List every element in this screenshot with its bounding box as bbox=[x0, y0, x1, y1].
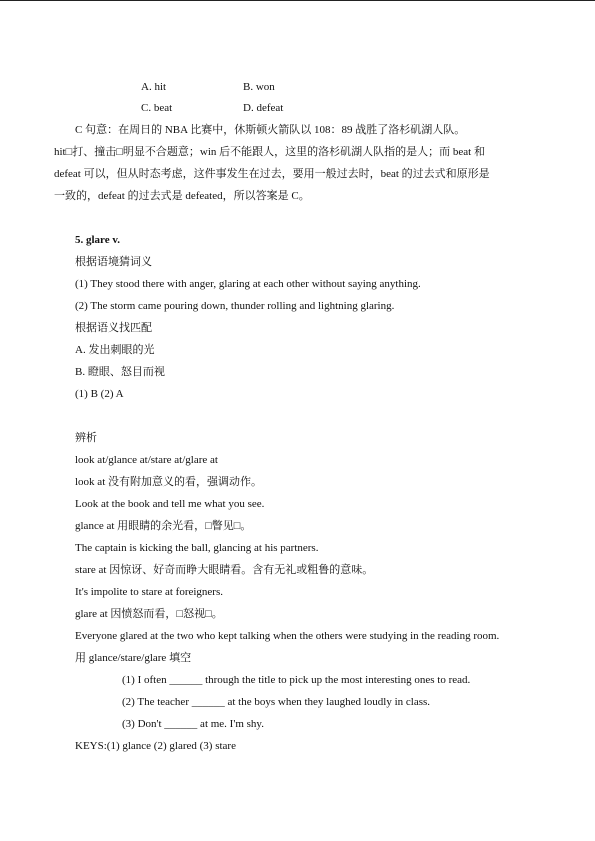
explanation-line-2: hit□打、撞击□明显不合题意；win 后不能跟人，这里的洛杉矶湖人队指的是人；而 beat 和 bbox=[54, 146, 485, 158]
example-sentence-1: (1) They stood there with anger, glaring at each other without saying anything. bbox=[75, 278, 421, 290]
exercise-question-1: (1) I often ______ through the title to pick up the most interesting ones to read. bbox=[122, 674, 471, 686]
meaning-b: B. 瞪眼、怒目而视 bbox=[75, 366, 165, 378]
example-sentence-2: (2) The storm came pouring down, thunder rolling and lightning glaring. bbox=[75, 300, 395, 312]
look-at-example: Look at the book and tell me what you see. bbox=[75, 498, 265, 510]
section-heading: 5. glare v. bbox=[75, 234, 121, 246]
stare-at-definition: stare at 因惊讶、好奇而睁大眼睛看。含有无礼或粗鲁的意味。 bbox=[75, 564, 374, 576]
explanation-line-3: defeat 可以，但从时态考虑，这件事发生在过去，要用一般过去时，beat 的过去式和原形是 bbox=[54, 168, 490, 180]
glare-at-definition: glare at 因愤怒而看，□怒视□。 bbox=[75, 608, 223, 620]
explanation-line-1: C 句意：在周日的 NBA 比赛中，休斯顿火箭队以 108：89 战胜了洛杉矶湖人队。 bbox=[75, 124, 466, 136]
guess-title: 根据语境猜词义 bbox=[75, 256, 152, 268]
analysis-title: 辨析 bbox=[75, 432, 97, 444]
glare-at-example: Everyone glared at the two who kept talking when the others were studying in the reading room. bbox=[75, 630, 500, 642]
meaning-a: A. 发出刺眼的光 bbox=[75, 344, 155, 356]
option-a: A. hit bbox=[141, 81, 167, 93]
exercise-question-3: (3) Don't ______ at me. I'm shy. bbox=[122, 718, 264, 730]
stare-at-example: It's impolite to stare at foreigners. bbox=[75, 586, 223, 598]
option-b: B. won bbox=[243, 81, 275, 93]
exercise-question-2: (2) The teacher ______ at the boys when they laughed loudly in class. bbox=[122, 696, 431, 708]
option-c: C. beat bbox=[141, 102, 173, 114]
analysis-words: look at/glance at/stare at/glare at bbox=[75, 454, 218, 466]
exercise-instruction: 用 glance/stare/glare 填空 bbox=[75, 652, 192, 664]
glance-at-definition: glance at 用眼睛的余光看，□瞥见□。 bbox=[75, 520, 252, 532]
match-answer: (1) B (2) A bbox=[75, 388, 124, 400]
option-d: D. defeat bbox=[243, 102, 284, 114]
look-at-definition: look at 没有附加意义的看，强调动作。 bbox=[75, 476, 262, 488]
glance-at-example: The captain is kicking the ball, glancing at his partners. bbox=[75, 542, 319, 554]
answer-keys: KEYS:(1) glance (2) glared (3) stare bbox=[75, 740, 236, 752]
explanation-line-4: 一致的，defeat 的过去式是 defeated，所以答案是 C。 bbox=[54, 190, 310, 202]
match-title: 根据语义找匹配 bbox=[75, 322, 152, 334]
